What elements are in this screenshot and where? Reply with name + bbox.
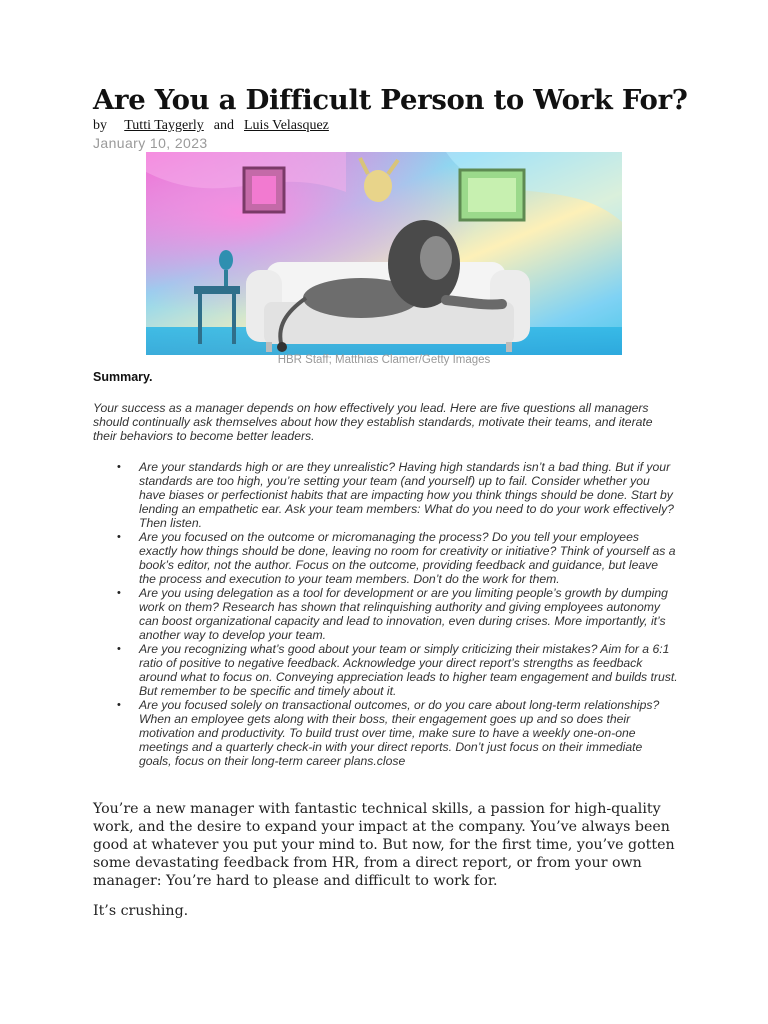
publish-date: January 10, 2023 [93,135,208,151]
and-label: and [213,118,234,133]
bullet-icon: • [117,461,121,473]
list-item [93,642,678,698]
bullet-text: Are your standards high or are they unrealistic? Having high standards isn’t a bad thing. But if your standards are too high, you’re setting your team (and yourself) up to fail. Consider whether you have biases or perfectionist habits that are impacting how you think things should be done. Start by lending an empathetic ear. Ask your team members: What do you need to do your work effectively? Then listen. [139,460,674,530]
author-link-luis-velasquez[interactable]: Luis Velasquez [244,118,329,133]
bullet-icon: • [117,531,121,543]
bullet-text: Are you using delegation as a tool for development or are you limiting people’s growth by dumping work on them? Research has shown that relinquishing authority and giving employees autonomy can boost organizational capacity and lead to innovation, even during crises. More importantly, it’s another way to develop your team. [139,586,668,642]
bullet-icon: • [117,699,121,711]
list-item [93,698,678,768]
bullet-icon: • [117,643,121,655]
lion-on-sofa-illustration [146,152,622,355]
article-title: Are You a Difficult Person to Work For? [93,84,688,116]
list-item [93,460,678,530]
body-paragraph-2: It’s crushing. [93,903,189,919]
hero-caption: HBR Staff; Matthias Clamer/Getty Images [277,354,491,366]
author-link-tutti-taygerly[interactable]: Tutti Taygerly [124,118,204,133]
list-item [93,586,678,642]
bullet-text: Are you focused on the outcome or micromanaging the process? Do you tell your employees exactly how things should be done, leaving no room for creativity or initiative? Think of yourself as a book’s editor, not the author. Focus on the outcome, providing feedback and guidance, but leave the process and execution to your team members. Don’t do the work for them. [139,530,676,586]
bullet-text: Are you focused solely on transactional outcomes, or do you care about long-term relationships? When an employee gets along with their boss, their engagement goes up and so does their motivation and productivity. To build trust over time, make sure to have a weekly one-on-one meetings and a quarterly check-in with your direct reports. Don’t just focus on their immediate goals, focus on their long-term career plans.close [139,698,660,768]
summary-text: Your success as a manager depends on how effectively you lead. Here are five questions all managers should continually ask themselves about how they establish standards, motivate their teams, and iterate their behaviors to become better leaders. [93,401,653,443]
hero-image [146,152,622,355]
list-item [93,530,678,586]
by-label: by [93,118,107,133]
body-paragraph-1: You’re a new manager with fantastic technical skills, a passion for high-quality work, and the desire to expand your impact at the company. You’ve always been good at whatever you put your mind to. But now, for the first time, you’ve gotten some devastating feedback from HR, from a direct report, or from your own manager: You’re hard to please and difficult to work for. [93,801,675,889]
summary-bullet-list [93,460,678,768]
bullet-text: Are you recognizing what’s good about your team or simply criticizing their mistakes? Aim for a 6:1 ratio of positive to negative feedback. Acknowledge your direct report’s strengths as feedback around what to focus on. Conveying appreciation leads to higher team engagement and builds trust. But remember to be specific and timely about it. [139,642,678,698]
summary-heading: Summary. [93,370,153,384]
byline [93,118,329,134]
bullet-icon: • [117,587,121,599]
